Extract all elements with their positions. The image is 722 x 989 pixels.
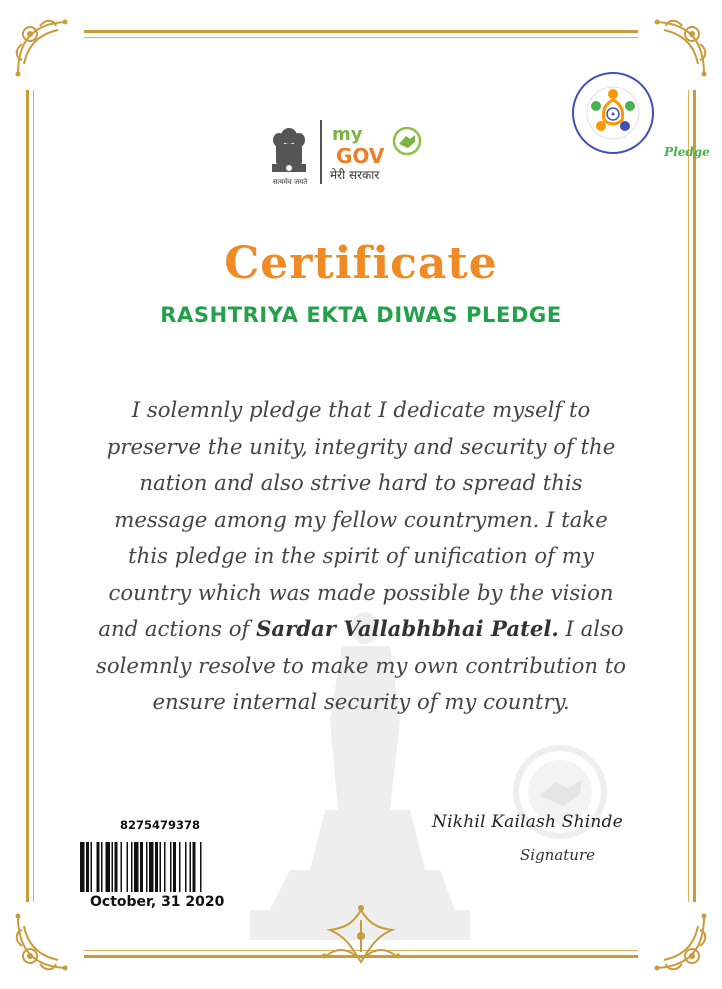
corner-ornament-bottom-left-icon (10, 906, 80, 976)
signatory-name: Nikhil Kailash Shinde (432, 812, 623, 832)
pledge-text-part2: I also solemnly resolve to make my own contribution to ensure internal security of my country. (96, 616, 626, 714)
pledge-text (96, 392, 626, 721)
mygov-pledge-logo (330, 120, 710, 190)
frame-right-line-inner (688, 90, 689, 902)
pledge-hands-icon (392, 126, 422, 156)
mygov-hindi-text: मेरी सरकार (330, 168, 380, 182)
signature-label: Signature (520, 846, 596, 864)
mygov-pledge-text: Pledge (664, 145, 710, 159)
frame-top-line-inner (84, 37, 638, 38)
frame-top-line (84, 30, 638, 33)
certificate-date: October, 31 2020 (90, 894, 225, 910)
logo-divider (320, 120, 322, 184)
corner-ornament-bottom-right-icon (642, 906, 712, 976)
frame-left-line (26, 90, 29, 902)
mygov-my-text: my (332, 124, 363, 145)
corner-ornament-top-left-icon (10, 14, 80, 84)
certificate-subtitle: RASHTRIYA EKTA DIWAS PLEDGE (160, 303, 562, 327)
mygov-gov-text: GOV (336, 144, 385, 168)
frame-right-line (693, 90, 696, 902)
pledge-text-part1: I solemnly pledge that I dedicate myself to preserve the unity, integrity and security of the nation and also strive hard to spread this message among my fellow countrymen. I take this pledge in the spirit of unification of my country which was made possible by the vision and actions of (98, 397, 616, 641)
frame-left-line-inner (33, 90, 34, 902)
pledge-text-name: Sardar Vallabhbhai Patel. (256, 616, 559, 641)
ek-bharat-shreshtha-bharat-logo-icon (570, 70, 656, 156)
certificate-id: 8275479378 (120, 818, 201, 832)
barcode-icon (80, 842, 262, 892)
bottom-center-ornament-icon (316, 900, 406, 972)
certificate-title: Certificate (224, 238, 498, 289)
emblem-caption: सत्यमेव जयते (272, 178, 308, 186)
